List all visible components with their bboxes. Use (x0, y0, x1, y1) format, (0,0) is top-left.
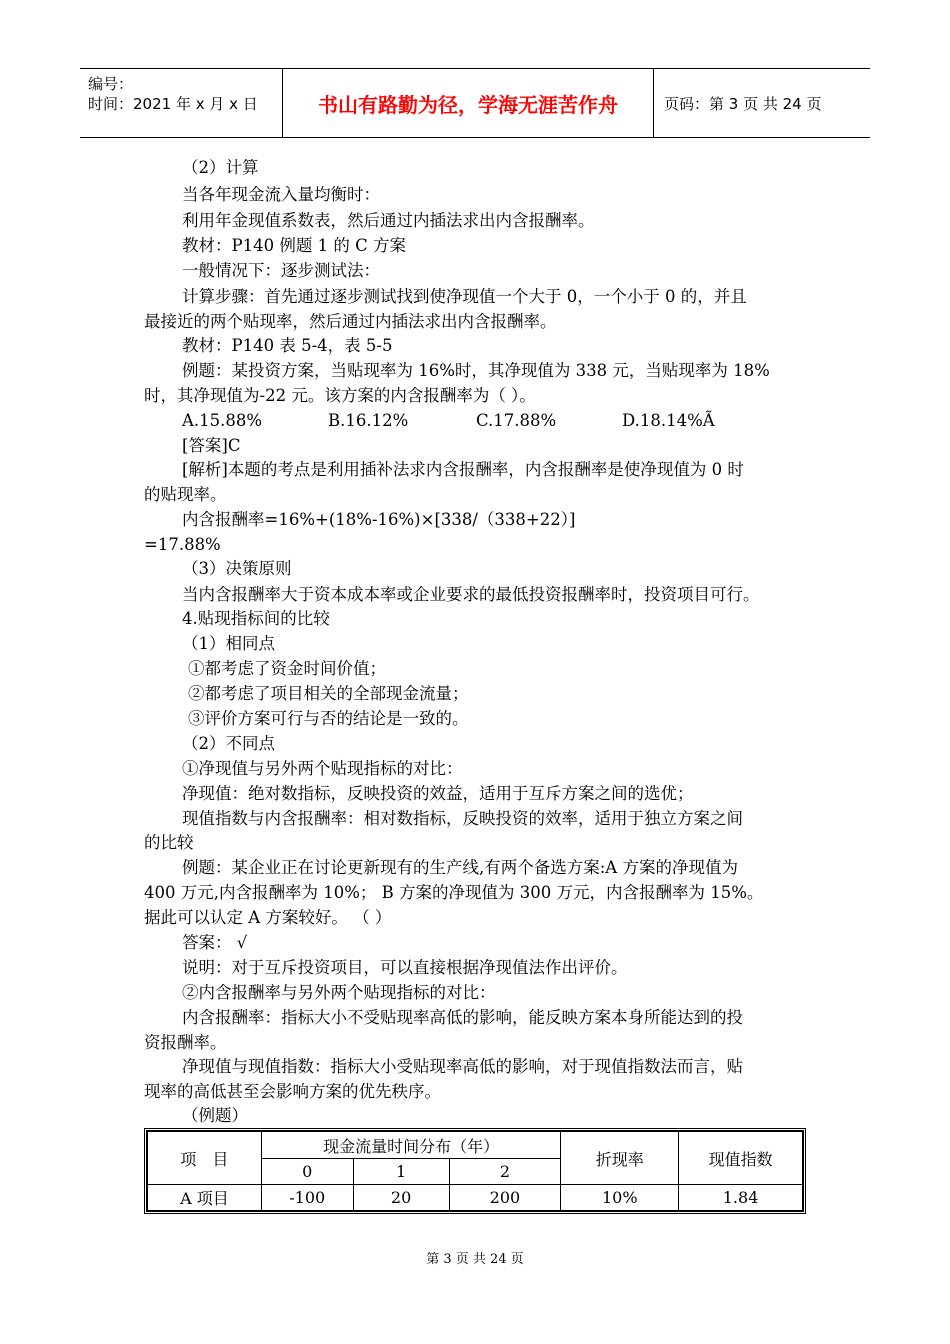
page-header (80, 68, 870, 138)
body-line: 例题：某投资方案，当贴现率为 16%时，其净现值为 338 元，当贴现率为 18% (182, 361, 770, 380)
table-header-rate: 折现率 (561, 1132, 679, 1185)
body-line: 现值指数与内含报酬率：相对数指标，反映投资的效率，适用于独立方案之间 (182, 809, 743, 828)
table-header-year: 2 (449, 1159, 561, 1185)
list-item: ①都考虑了资金时间价值； (188, 659, 386, 678)
section-heading: （1）相同点 (182, 634, 275, 653)
answer-line: [答案]C (182, 436, 241, 455)
list-item: ③评价方案可行与否的结论是一致的。 (188, 709, 469, 728)
table-cell: 20 (353, 1185, 449, 1211)
option-a: A.15.88% (182, 411, 263, 430)
body-line: 一般情况下：逐步测试法： (182, 261, 380, 280)
table-row (148, 1185, 803, 1211)
body-line: 当内含报酬率大于资本成本率或企业要求的最低投资报酬率时，投资项目可行。 (182, 585, 760, 604)
body-line: 教材：P140 例题 1 的 C 方案 (182, 236, 406, 255)
body-line: 当各年现金流入量均衡时： (182, 185, 380, 204)
table-header-year: 1 (353, 1159, 449, 1185)
example-label: （例题） (182, 1106, 248, 1125)
table-cell: 10% (561, 1185, 679, 1211)
body-line: 时，其净现值为-22 元。该方案的内含报酬率为（ ）。 (144, 386, 536, 405)
body-line: 说明：对于互斥投资项目，可以直接根据净现值法作出评价。 (182, 958, 628, 977)
body-line: 的比较 (144, 833, 194, 852)
option-b: B.16.12% (328, 411, 409, 430)
formula-result: =17.88% (144, 535, 221, 554)
body-line: ②内含报酬率与另外两个贴现指标的对比： (182, 983, 496, 1002)
header-page-info: 页码：第 3 页 共 24 页 (664, 95, 822, 113)
header-time: 时间：2021 年 x 月 x 日 (88, 95, 258, 113)
body-line: 教材：P140 表 5-4，表 5-5 (182, 336, 393, 355)
body-line: 例题：某企业正在讨论更新现有的生产线,有两个备选方案:A 方案的净现值为 (182, 858, 738, 877)
table-header-cashflow: 现金流量时间分布（年） (261, 1132, 561, 1159)
body-line: 内含报酬率：指标大小不受贴现率高低的影响，能反映方案本身所能达到的投 (182, 1008, 743, 1027)
body-line: 利用年金现值系数表，然后通过内插法求出内含报酬率。 (182, 211, 595, 230)
body-line: ①净现值与另外两个贴现指标的对比： (182, 759, 463, 778)
section-heading: （2）不同点 (182, 734, 275, 753)
page-footer: 第 3 页 共 24 页 (426, 1252, 524, 1267)
body-line: 最接近的两个贴现率，然后通过内插法求出内含报酬率。 (144, 312, 557, 331)
table-header-item: 项 目 (148, 1132, 262, 1185)
header-meta (80, 69, 283, 137)
option-c: C.17.88% (476, 411, 557, 430)
body-line: 计算步骤：首先通过逐步测试找到使净现值一个大于 0，一个小于 0 的，并且 (182, 287, 747, 306)
body-line: 现率的高低甚至会影响方案的优先秩序。 (144, 1082, 441, 1101)
body-line: 的贴现率。 (144, 485, 227, 504)
body-line: [解析]本题的考点是利用插补法求内含报酬率，内含报酬率是使净现值为 0 时 (182, 460, 744, 479)
body-line: （2）计算 (182, 158, 259, 177)
option-d: D.18.14%Ã (622, 411, 715, 430)
section-heading: （3）决策原则 (182, 559, 292, 578)
header-motto: 书山有路勤为径，学海无涯苦作舟 (283, 69, 654, 137)
table-cell: 1.84 (679, 1185, 803, 1211)
table-cell: 200 (449, 1185, 561, 1211)
formula-line: 内含报酬率=16%+(18%-16%)×[338/（338+22）] (182, 510, 576, 529)
body-line: 据此可以认定 A 方案较好。 （ ） (144, 908, 392, 927)
body-line: 资报酬率。 (144, 1033, 227, 1052)
table-cell-name: A 项目 (148, 1185, 262, 1211)
body-line: 净现值与现值指数：指标大小受贴现率高低的影响，对于现值指数法而言，贴 (182, 1057, 743, 1076)
table-cell: -100 (261, 1185, 353, 1211)
answer-line: 答案： √ (182, 933, 248, 952)
cash-flow-table (144, 1128, 806, 1214)
section-heading: 4.贴现指标间的比较 (182, 609, 330, 628)
table-header-index: 现值指数 (679, 1132, 803, 1185)
body-line: 净现值：绝对数指标，反映投资的效益，适用于互斥方案之间的选优； (182, 784, 694, 803)
table-header-year: 0 (261, 1159, 353, 1185)
body-line: 400 万元,内含报酬率为 10%； B 方案的净现值为 300 万元，内含报酬率为 15%。 (144, 883, 764, 902)
list-item: ②都考虑了项目相关的全部现金流量； (188, 684, 469, 703)
header-number: 编号： (88, 75, 134, 93)
